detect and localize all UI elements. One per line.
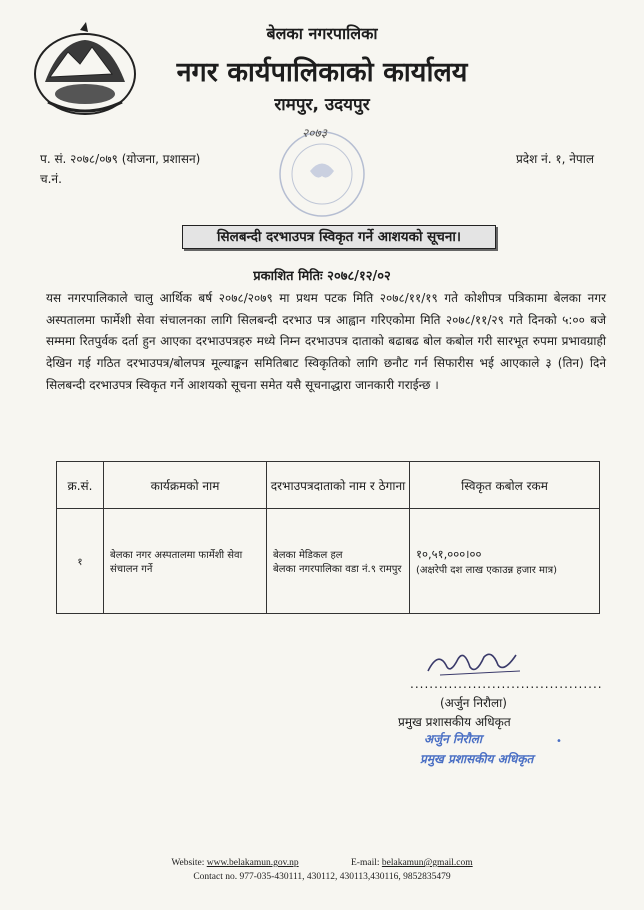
col-header-amount: स्विकृत कबोल रकम: [410, 462, 600, 509]
table-row: [57, 509, 600, 614]
col-header-bidder: दरभाउपत्रदाताको नाम र ठेगाना: [267, 462, 410, 509]
email-link[interactable]: belakamun@gmail.com: [381, 858, 473, 868]
cell-sn: १: [57, 509, 104, 614]
cell-amount: [410, 509, 600, 614]
province-label: प्रदेश नं. १, नेपाल: [515, 152, 594, 166]
signatory-name: (अर्जुन निरौला): [440, 696, 507, 710]
municipality-name: बेलका नगरपालिका: [266, 24, 378, 43]
signatory-designation: प्रमुख प्रशासकीय अधिकृत: [398, 715, 511, 729]
bidder-address: बेलका नगरपालिका वडा नं.९ रामपुर: [273, 564, 402, 575]
office-address: रामपुर, उदयपुर: [274, 95, 370, 115]
amount-figure: १०,५१,०००।००: [416, 546, 482, 561]
published-date: प्रकाशित मितिः २०७८/१२/०२: [253, 269, 391, 284]
table-header-row: [57, 462, 600, 509]
amount-in-words: (अक्षरेपी दश लाख एकाउन्न हजार मात्र): [416, 564, 558, 576]
name-stamp: अर्जुन निरौला: [424, 732, 482, 746]
notice-title: सिलबन्दी दरभाउपत्र स्विकृत गर्ने आशयको सूचना।: [182, 225, 496, 249]
office-title: नगर कार्यपालिकाको कार्यालय: [176, 57, 468, 88]
cell-bidder: [267, 509, 410, 614]
website-label: Website:: [171, 858, 205, 868]
contact-numbers: Contact no. 977-035-430111, 430112, 430113,430116, 9852835479: [193, 872, 451, 882]
designation-stamp: प्रमुख प्रशासकीय अधिकृत: [420, 752, 534, 766]
bidder-name: बेलका मेडिकल हल: [273, 550, 343, 561]
signature-line: ........................................: [410, 677, 603, 691]
letter-reference: प. सं. २०७८/०७९ (योजना, प्रशासन): [40, 152, 201, 166]
footer-contacts: [0, 858, 644, 868]
email-label: E-mail:: [351, 858, 380, 868]
notice-body: यस नगरपालिकाले चालु आर्थिक बर्ष २०७८/२०७९ मा प्रथम पटक मिति २०७८/११/१९ गते कोशीपत्र पत्रिकामा बेलका नगर अस्पतालमा फार्मेशी सेवा संचालनका लागि सिलबन्दी दरभाउ पत्र आह्वान गरिएकोमा मिति २०७८/११/२९ गते दिनको ५:०० बजे सम्ममा रितपुर्वक दर्ता हुन आएका दरभाउपत्रहरु मध्ये निम्न दरभाउपत्र दाताको बढाबढ बोल कबोल गरी सारभूत रुपमा प्रभावग्राही देखिन गई गठित दरभाउपत्र/बोलपत्र मूल्याङ्कन समितिबाट स्विकृतिको लागि छनौट गर्न सिफारीस भई आएकाले ३ (तिन) दिने सिलबन्दी दरभाउपत्र स्विकृत गर्ने आशयको सूचना समेत यसै सूचनाद्धारा जानकारी गराईन्छ ।: [46, 291, 606, 392]
cell-program: बेलका नगर अस्पतालमा फार्मेशी सेवा संचालन गर्ने: [104, 509, 267, 614]
website-link[interactable]: www.belakamun.gov.np: [206, 858, 299, 868]
stamp-dot: •: [556, 736, 562, 747]
col-header-program: कार्यक्रमको नाम: [104, 462, 267, 509]
col-header-sn: क्र.सं.: [57, 462, 104, 509]
dispatch-number: च.नं.: [40, 172, 62, 186]
handwritten-year: २०७३: [302, 126, 327, 140]
award-table: [56, 461, 600, 614]
